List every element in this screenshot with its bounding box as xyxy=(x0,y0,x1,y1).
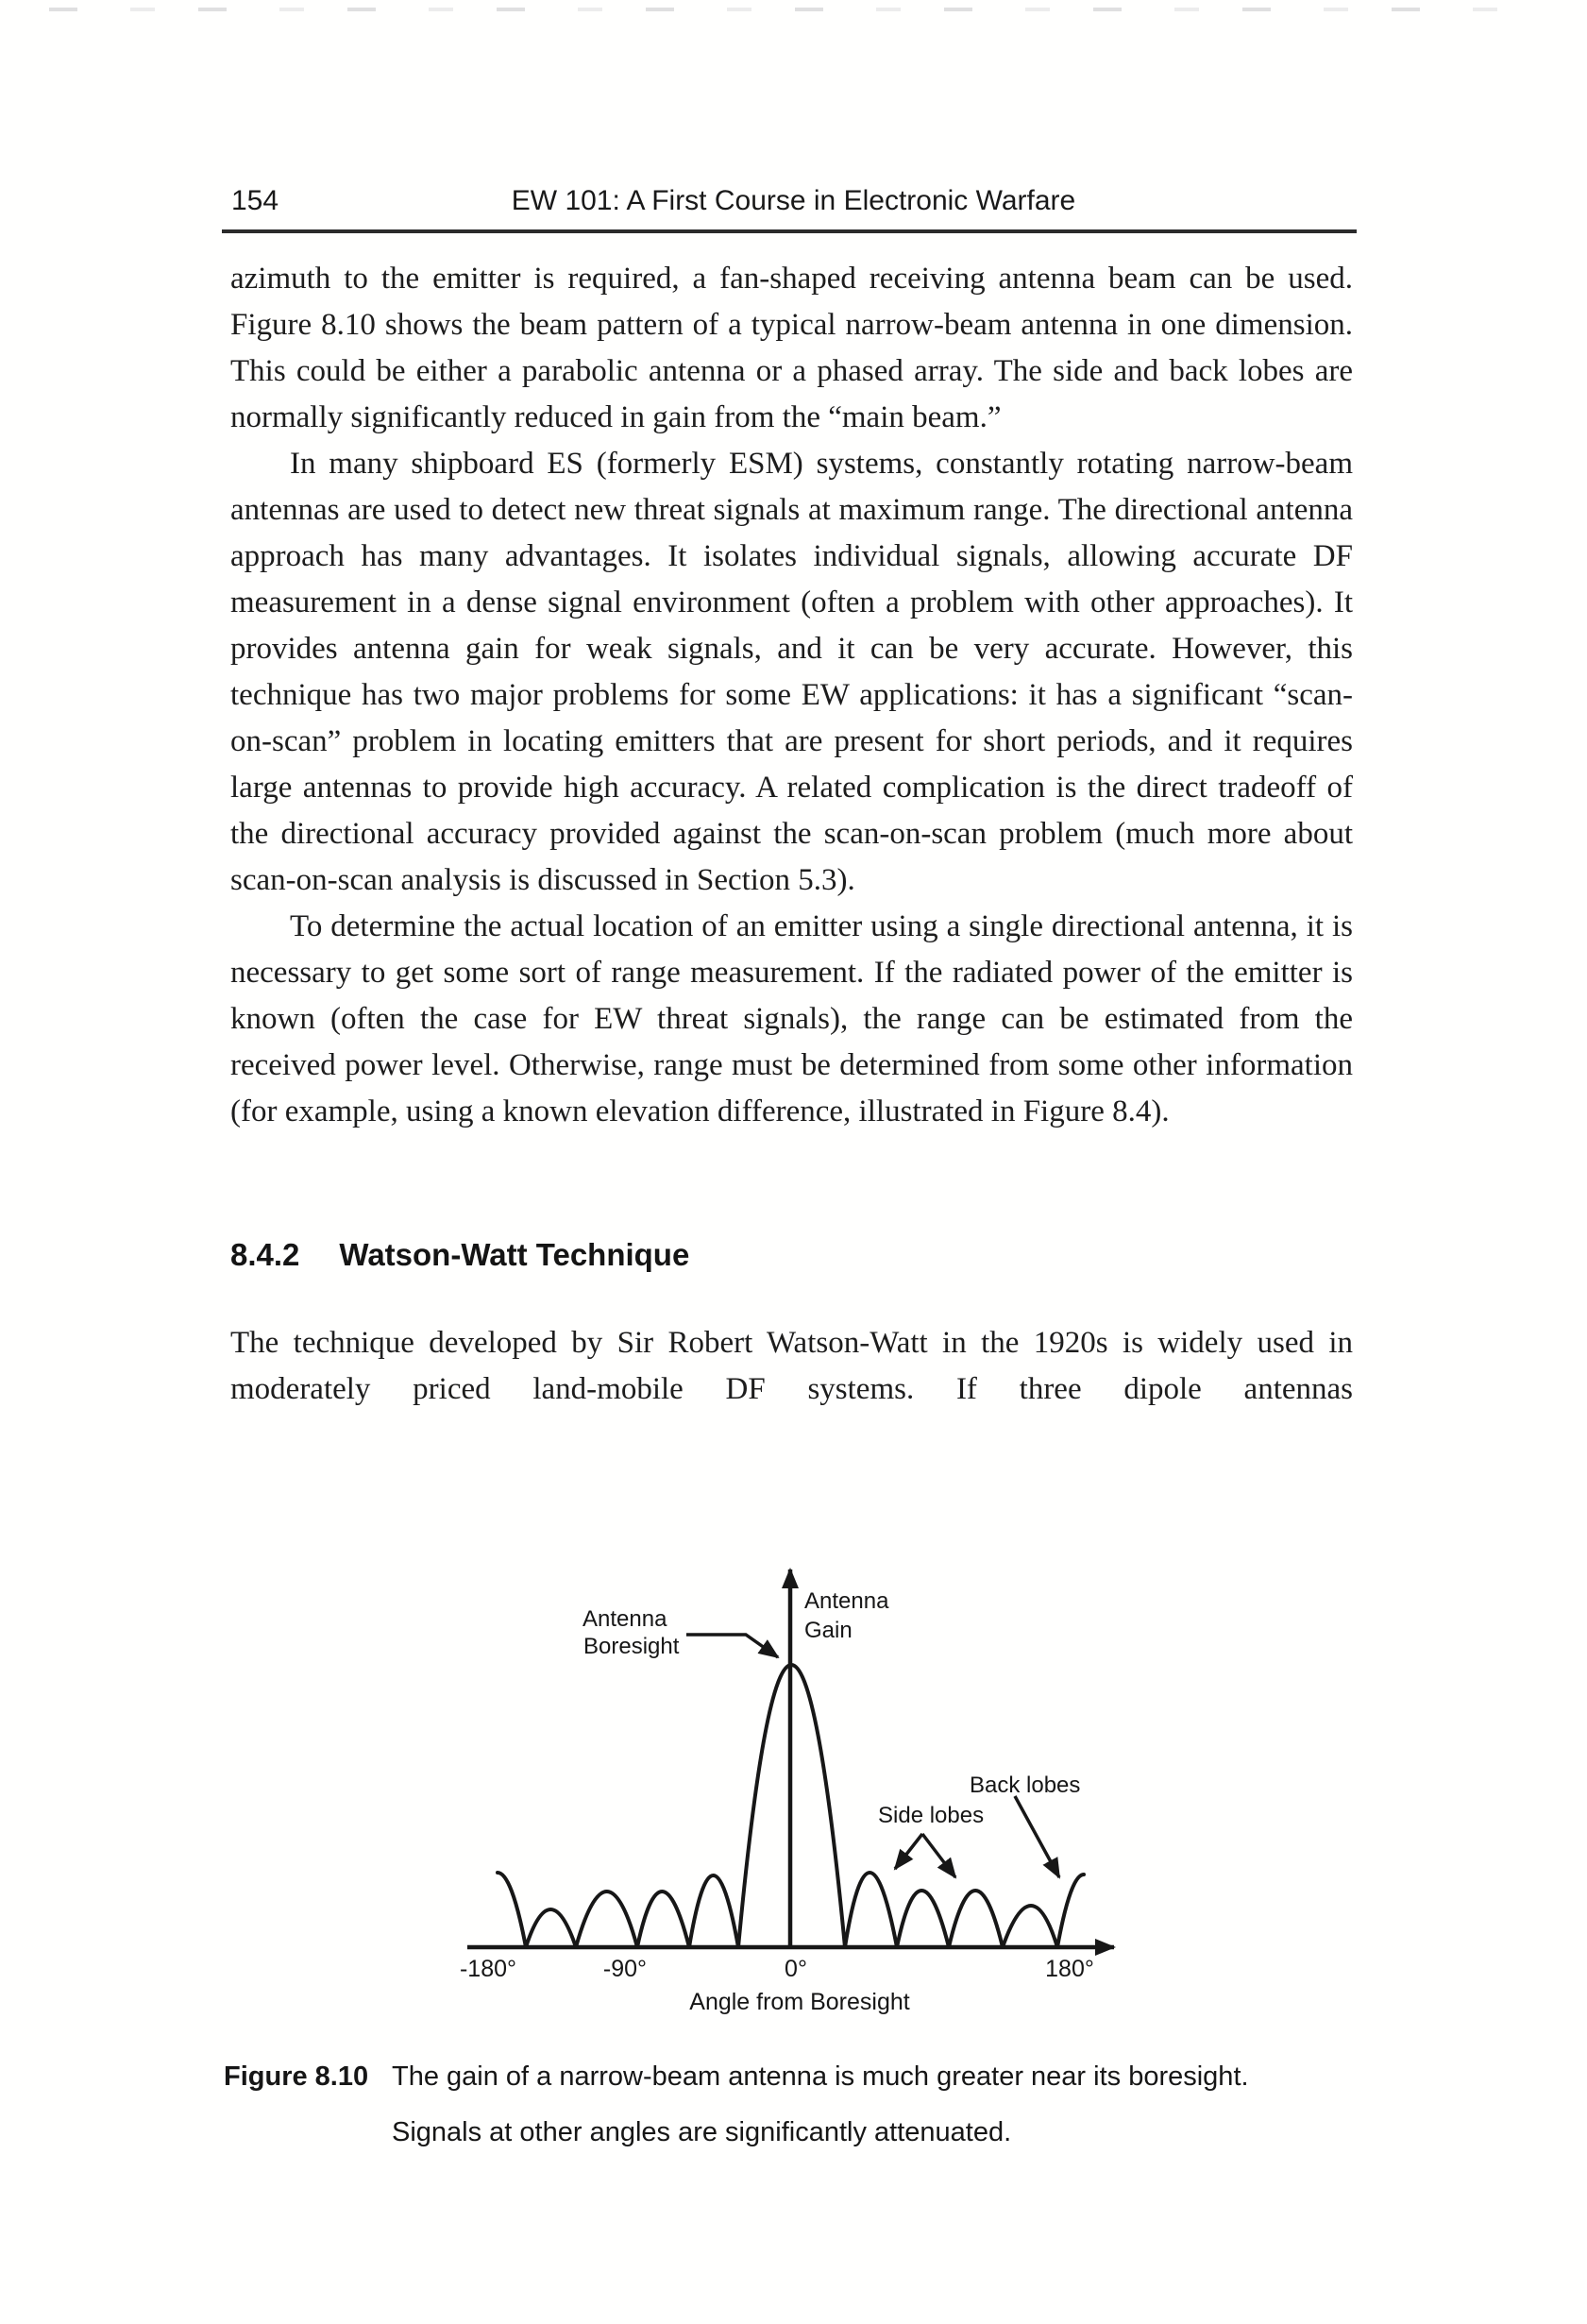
side-lobe xyxy=(526,1909,576,1947)
section-title: Watson-Watt Technique xyxy=(339,1237,690,1272)
paragraph: The technique developed by Sir Robert Watson-Watt in the 1920s is widely used in moderately priced land-mobile DF systems. If three dipole antennas xyxy=(230,1326,1353,1406)
section-heading xyxy=(230,1237,1353,1273)
caption-line-2: Signals at other angles are significantly attenuated. xyxy=(392,2117,1012,2147)
back-lobe-edge xyxy=(498,1873,526,1947)
x-tick-neg90: -90° xyxy=(602,1956,648,1982)
paragraph: In many shipboard ES (formerly ESM) systems, constantly rotating narrow-beam antennas are used to detect new threat signals at maximum range. The directional antenna approach has many advantages. It isolates individual signals, allowing accurate DF measurement in a dense signal environment (often a problem with other approaches). It provides antenna gain for weak signals, and it can be very accurate. However, this technique has two major problems for some EW applications: it has a significant “scan-on-scan” problem in locating emitters that are present for short periods, and it requires large antennas to provide high accuracy. A related complication is the direct tradeoff of the directional accuracy provided against the scan-on-scan problem (much more about scan-on-scan analysis is discussed in Section 5.3). xyxy=(230,447,1353,897)
side-lobe xyxy=(576,1891,637,1947)
back-lobes-arrow xyxy=(1015,1796,1059,1877)
side-lobe xyxy=(949,1891,1003,1947)
paragraph: azimuth to the emitter is required, a fan-shaped receiving antenna beam can be used. Figure 8.10 shows the beam pattern of a typical narrow-beam antenna in one dimension. This could be either a parabolic antenna or a phased array. The side and back lobes are normally significantly reduced in gain from the “main beam.” xyxy=(230,262,1353,434)
x-tick-0: 0° xyxy=(785,1956,807,1982)
antenna-boresight-label-line2: Boresight xyxy=(583,1634,680,1659)
x-axis-title: Angle from Boresight xyxy=(689,1989,910,2015)
side-lobe xyxy=(637,1891,689,1947)
beam-pattern-svg xyxy=(453,1539,1171,2030)
x-tick-180: 180° xyxy=(1045,1956,1094,1982)
axes-layer xyxy=(467,1569,1114,1947)
side-lobe xyxy=(1003,1906,1057,1947)
side-lobes-arrow-right xyxy=(922,1834,955,1877)
side-lobes-label: Side lobes xyxy=(878,1803,985,1828)
antenna-boresight-label-line1: Antenna xyxy=(582,1606,667,1632)
running-title: EW 101: A First Course in Electronic Warfare xyxy=(511,185,1076,216)
page-number: 154 xyxy=(231,185,279,216)
figure-antenna-pattern xyxy=(453,1539,1171,2030)
side-lobe xyxy=(845,1873,897,1947)
caption-line-1: The gain of a narrow-beam antenna is much greater near its boresight. xyxy=(392,2061,1249,2092)
back-lobe-edge xyxy=(1057,1874,1084,1947)
section-number: 8.4.2 xyxy=(230,1237,300,1272)
header-rule xyxy=(222,229,1357,233)
arrows-layer xyxy=(686,1635,1059,1877)
side-lobe xyxy=(689,1875,738,1947)
antenna-gain-label-line1: Antenna xyxy=(804,1588,889,1614)
text-block xyxy=(230,256,1353,1413)
x-tick-neg180: -180° xyxy=(459,1956,517,1982)
side-lobes-arrow-left xyxy=(895,1834,922,1869)
caption-tag: Figure 8.10 xyxy=(224,2061,369,2092)
caption-text xyxy=(392,2049,1368,2161)
boresight-arrow xyxy=(686,1635,778,1657)
scan-artifact xyxy=(49,8,1528,11)
paragraph: To determine the actual location of an emitter using a single directional antenna, it is necessary to get some sort of range measurement. If the radiated power of the emitter is known (often the case for EW threat signals), the range can be estimated from the received power level. Otherwise, range must be determined from some other information (for example, using a known elevation difference, illustrated in Figure 8.4). xyxy=(230,909,1353,1128)
side-lobe xyxy=(897,1891,949,1947)
figure-caption xyxy=(224,2049,1368,2161)
back-lobes-label: Back lobes xyxy=(970,1773,1081,1798)
antenna-gain-label-line2: Gain xyxy=(804,1618,853,1643)
